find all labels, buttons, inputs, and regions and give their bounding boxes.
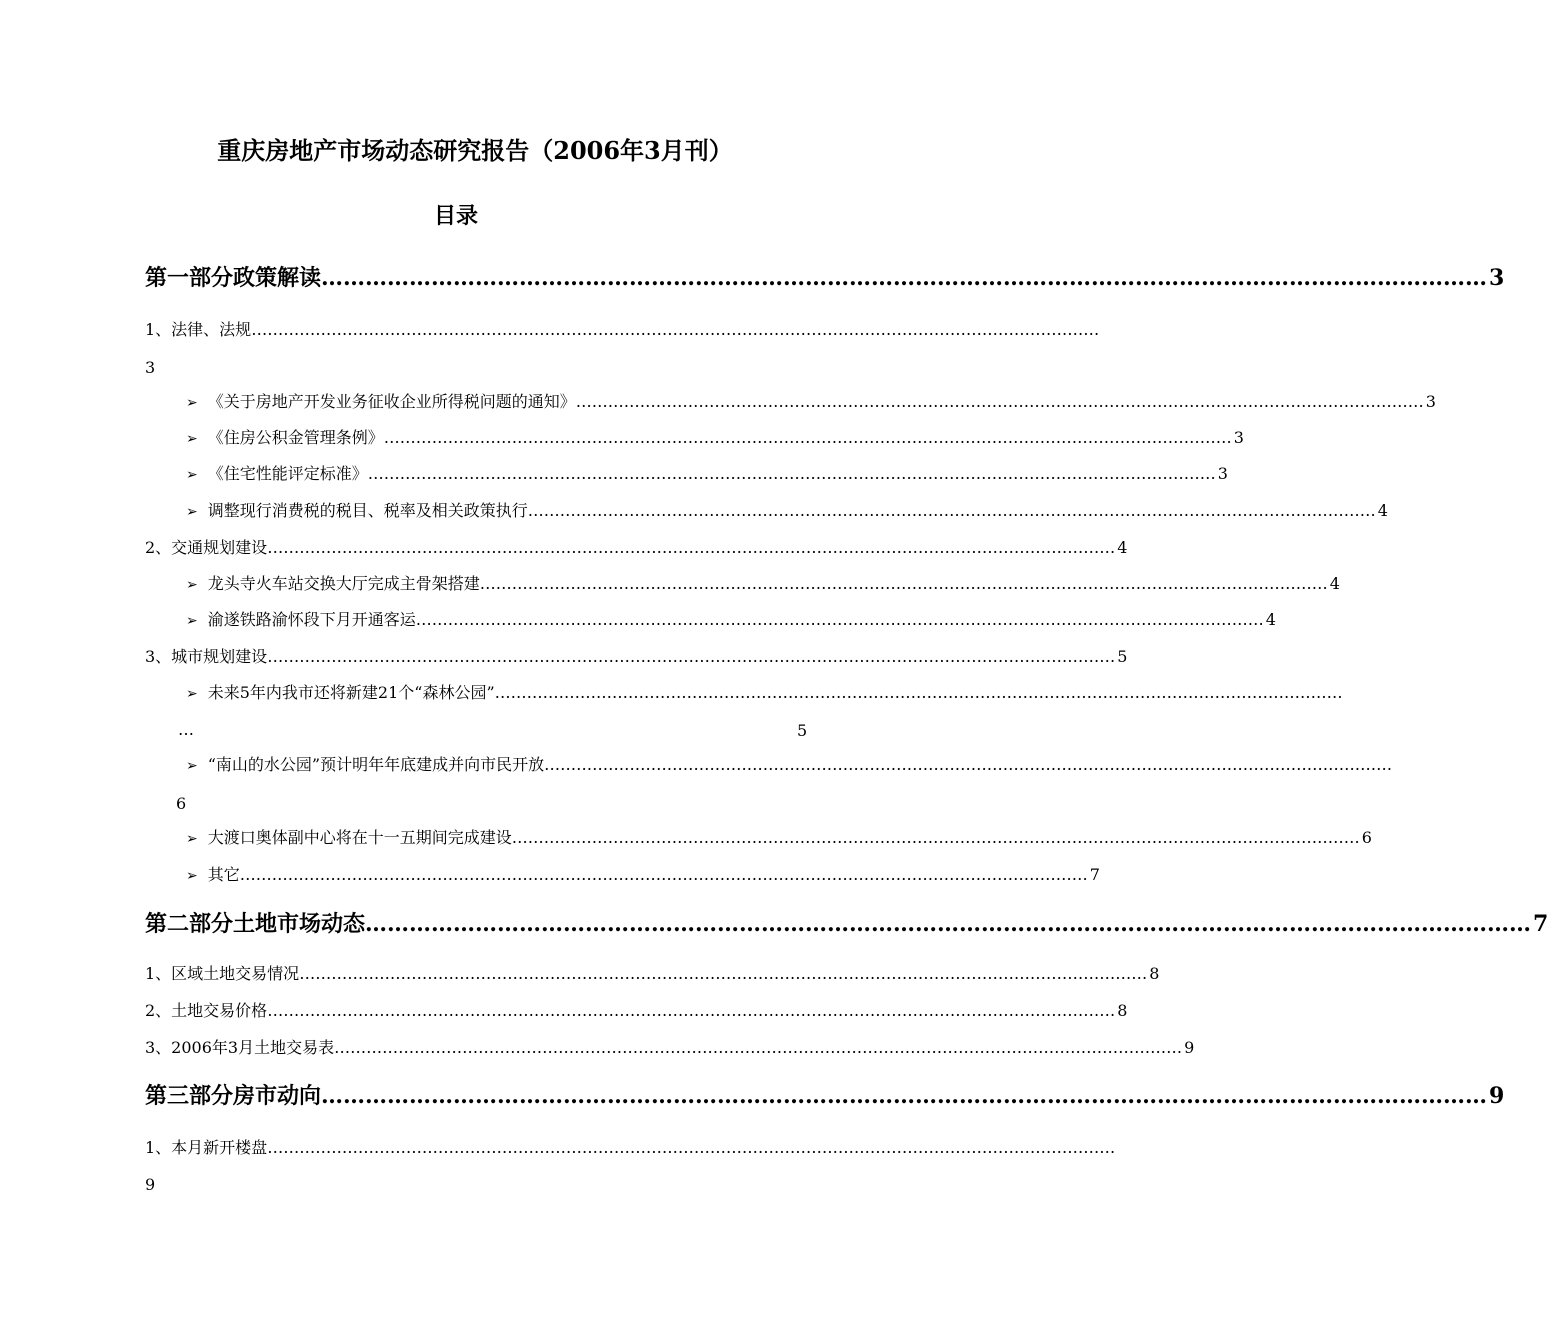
part-label: 第三部分 xyxy=(145,1083,234,1109)
document-title: 重庆房地产市场动态研究报告（2006年3月刊） xyxy=(217,136,733,165)
leader-dots: …………………………………………………………………………………………………………………………………………… xyxy=(367,464,1216,483)
toc-section-2-3[interactable] xyxy=(145,1036,1195,1060)
toc-item[interactable] xyxy=(186,681,1343,706)
leader-dots: …………………………………………………………………………………………………………………………………………… xyxy=(239,865,1088,884)
leader-dots: …………………………………………………………………………………………………………………………………………… xyxy=(267,647,1116,666)
leader-dots: …………………………………………………………………………………………………………………………………………… xyxy=(365,911,1532,937)
leader-dots: …………………………………………………………………………………………………………………………………………… xyxy=(321,265,1488,291)
page-number: 6 xyxy=(176,794,187,813)
page-number: 8 xyxy=(1117,1001,1128,1020)
part-name: 房市动向 xyxy=(233,1083,322,1109)
toc-item[interactable] xyxy=(186,499,1388,524)
item-label: 其它 xyxy=(207,865,240,884)
page-number: 4 xyxy=(1117,538,1128,557)
leader-dots: …………………………………………………………………………………………………………………………………………… xyxy=(494,683,1343,702)
leader-dots: …………………………………………………………………………………………………………………………………………… xyxy=(479,574,1328,593)
section-label: 1、法律、法规 xyxy=(145,320,252,339)
leader-dots: …………………………………………………………………………………………………………………………………………… xyxy=(383,428,1232,447)
page-number: 7 xyxy=(1533,911,1548,937)
page-number: 7 xyxy=(1089,865,1100,884)
item-label: “南山的水公园”预计明年年底建成并向市民开放 xyxy=(207,755,545,774)
leader-dots: …………………………………………………………………………………………………………………………………………… xyxy=(575,392,1424,411)
toc-part-3[interactable] xyxy=(145,1080,1505,1112)
toc-section-2-2[interactable] xyxy=(145,999,1128,1023)
toc-item[interactable] xyxy=(186,826,1372,851)
leader-dots: …………………………………………………………………………………………………………………………………………… xyxy=(299,964,1148,983)
arrow-bullet-icon: ➢ xyxy=(186,613,198,629)
part-name: 政策解读 xyxy=(233,265,322,291)
arrow-bullet-icon: ➢ xyxy=(186,395,198,411)
arrow-bullet-icon: ➢ xyxy=(186,577,198,593)
part-label: 第二部分 xyxy=(145,911,234,937)
arrow-bullet-icon: ➢ xyxy=(186,686,198,702)
arrow-bullet-icon: ➢ xyxy=(186,758,198,774)
page-number: 3 xyxy=(1217,464,1228,483)
toc-item[interactable] xyxy=(186,462,1228,487)
leader-dots: …………………………………………………………………………………………………………………………………………… xyxy=(334,1038,1183,1057)
leader-dots: …………………………………………………………………………………………………………………………………………… xyxy=(321,1083,1488,1109)
leader-dots: …………………………………………………………………………………………………………………………………………… xyxy=(544,755,1393,774)
leader-continuation: … xyxy=(178,720,194,739)
item-label: 《住宅性能评定标准》 xyxy=(207,464,368,483)
page-number: 4 xyxy=(1377,501,1388,520)
leader-dots: …………………………………………………………………………………………………………………………………………… xyxy=(267,1138,1116,1157)
page-number: 4 xyxy=(1329,574,1340,593)
arrow-bullet-icon: ➢ xyxy=(186,504,198,520)
toc-section-1-1[interactable] xyxy=(145,318,1100,342)
page-number: 3 xyxy=(145,358,156,377)
toc-section-3-1[interactable] xyxy=(145,1136,1116,1160)
leader-dots: …………………………………………………………………………………………………………………………………………… xyxy=(251,320,1100,339)
toc-section-1-3[interactable] xyxy=(145,645,1128,669)
toc-item[interactable] xyxy=(186,608,1276,633)
arrow-bullet-icon: ➢ xyxy=(186,431,198,447)
page-number: 8 xyxy=(1149,964,1160,983)
section-label: 2、交通规划建设 xyxy=(145,538,268,557)
leader-dots: …………………………………………………………………………………………………………………………………………… xyxy=(267,538,1116,557)
item-label: 大渡口奥体副中心将在十一五期间完成建设 xyxy=(207,828,512,847)
page-number: 9 xyxy=(145,1175,156,1194)
part-name: 土地市场动态 xyxy=(233,911,366,937)
toc-item[interactable] xyxy=(186,572,1340,597)
page-number: 3 xyxy=(1425,392,1436,411)
page-number: 5 xyxy=(797,721,808,740)
page-number: 6 xyxy=(1361,828,1372,847)
arrow-bullet-icon: ➢ xyxy=(186,831,198,847)
toc-part-1[interactable] xyxy=(145,262,1505,294)
leader-dots: …………………………………………………………………………………………………………………………………………… xyxy=(267,1001,1116,1020)
section-label: 2、土地交易价格 xyxy=(145,1001,268,1020)
section-label: 1、区域土地交易情况 xyxy=(145,964,300,983)
toc-item[interactable] xyxy=(186,753,1393,778)
toc-item[interactable] xyxy=(186,863,1100,888)
page-number: 9 xyxy=(1489,1083,1505,1109)
toc-section-2-1[interactable] xyxy=(145,962,1160,986)
leader-dots: …………………………………………………………………………………………………………………………………………… xyxy=(527,501,1376,520)
page-number: 4 xyxy=(1265,610,1276,629)
toc-item[interactable] xyxy=(186,390,1436,415)
toc-item[interactable] xyxy=(186,426,1244,451)
item-label: 未来5年内我市还将新建21个“森林公园” xyxy=(207,683,495,702)
toc-section-1-2[interactable] xyxy=(145,536,1128,560)
item-label: 《住房公积金管理条例》 xyxy=(207,428,384,447)
arrow-bullet-icon: ➢ xyxy=(186,868,198,884)
page-number: 9 xyxy=(1184,1038,1195,1057)
toc-heading: 目录 xyxy=(433,203,478,229)
page-number: 3 xyxy=(1489,265,1505,291)
section-label: 3、2006年3月土地交易表 xyxy=(145,1038,335,1057)
item-label: 龙头寺火车站交换大厅完成主骨架搭建 xyxy=(207,574,480,593)
leader-dots: …………………………………………………………………………………………………………………………………………… xyxy=(415,610,1264,629)
leader-dots: …………………………………………………………………………………………………………………………………………… xyxy=(511,828,1360,847)
arrow-bullet-icon: ➢ xyxy=(186,467,198,483)
part-label: 第一部分 xyxy=(145,265,234,291)
section-label: 3、城市规划建设 xyxy=(145,647,268,666)
item-label: 调整现行消费税的税目、税率及相关政策执行 xyxy=(207,501,528,520)
section-label: 1、本月新开楼盘 xyxy=(145,1138,268,1157)
page-number: 5 xyxy=(1117,647,1128,666)
page-number: 3 xyxy=(1233,428,1244,447)
item-label: 《关于房地产开发业务征收企业所得税问题的通知》 xyxy=(207,392,576,411)
toc-part-2[interactable] xyxy=(145,908,1548,940)
item-label: 渝遂铁路渝怀段下月开通客运 xyxy=(207,610,416,629)
